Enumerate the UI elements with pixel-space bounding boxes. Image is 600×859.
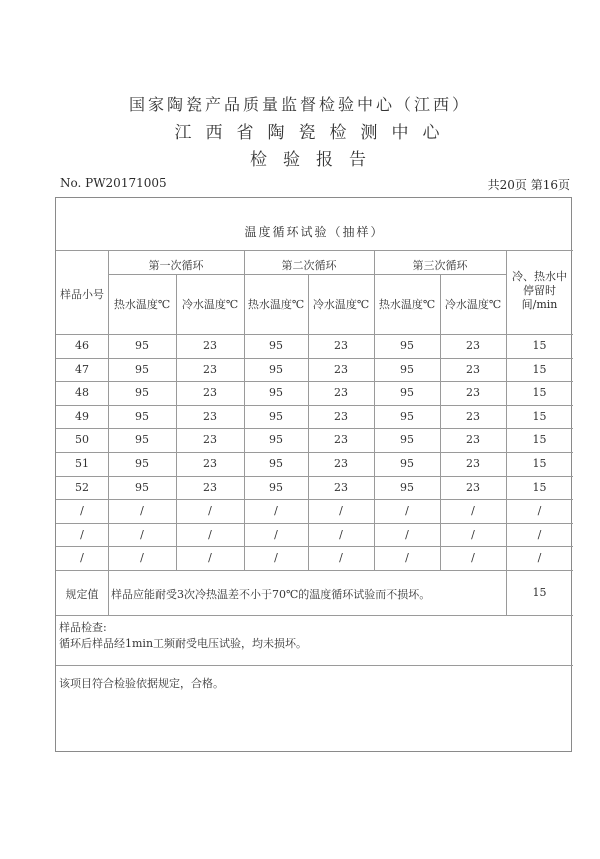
report-number: No. PW20171005 [60,176,167,190]
table-cell: 95 [269,339,283,352]
table-cell: 95 [400,457,414,470]
table-cell: 15 [532,457,547,470]
table-cell: / [471,504,475,518]
spec-bottom-line [56,615,573,616]
table-cell: 52 [75,480,89,494]
cycle-header-divider [108,274,506,275]
table-cell: 23 [466,339,480,352]
table-cell: 46 [75,339,89,352]
column-divider [506,250,507,570]
sample-no-header: 样品小号 [60,288,104,301]
column-divider [440,274,441,570]
table-cell: / [140,527,144,541]
header-line-1: 国家陶瓷产品质量监督检验中心（江西） [128,95,471,114]
table-cell: 23 [466,409,480,423]
table-cell: 95 [135,409,149,423]
table-cell: 15 [532,409,547,423]
table-cell: 15 [532,339,547,352]
table-cell: 95 [135,433,149,447]
cycle-header: 第一次循环 [148,259,204,272]
table-cell: 23 [334,433,348,447]
data-bottom-line [56,570,573,571]
table-cell: / [208,527,212,541]
table-cell: / [537,527,542,541]
table-cell: 51 [75,457,89,470]
table-cell: 15 [532,433,547,447]
spec-label: 规定值 [65,588,99,601]
table-cell: 95 [269,362,283,376]
table-cell: / [140,551,144,565]
spec-value: 15 [532,586,547,599]
table-cell: / [140,504,144,518]
table-cell: 95 [400,386,414,400]
table-cell: 23 [334,386,348,400]
page-info: 共20页 第16页 [487,178,570,192]
spec-divider [108,570,109,615]
inspection-label: 样品检查: [59,621,107,634]
header-line-2: 江西省陶瓷检测中心 [174,123,454,143]
table-cell: 23 [203,409,217,423]
table-cell: 95 [400,433,414,447]
column-divider [244,250,245,570]
table-cell: / [208,551,212,565]
row-divider [56,523,573,524]
table-cell: / [405,551,409,565]
table-cell: 23 [466,457,480,470]
table-cell: 50 [75,433,89,447]
inspection-bottom-line [56,665,573,666]
header-bottom-line [56,334,573,335]
table-cell: 95 [269,409,283,423]
table-cell: 23 [203,386,217,400]
table-cell: 23 [203,480,217,494]
table-cell: / [80,551,84,565]
table-cell: / [274,551,278,565]
cold-water-header: 冷水温度℃ [181,298,239,311]
table-cell: 23 [334,362,348,376]
table-cell: / [339,527,343,541]
column-divider [176,274,177,570]
table-cell: / [80,504,84,518]
table-cell: 95 [135,480,149,494]
table-cell: 95 [135,457,149,470]
hot-water-header: 热水温度℃ [113,298,171,311]
table-cell: 95 [400,362,414,376]
cycle-header: 第二次循环 [281,259,337,272]
table-cell: 95 [135,339,149,352]
row-divider [56,358,573,359]
column-divider [108,250,109,570]
table-cell: / [339,504,343,518]
spec-divider [506,570,507,615]
row-divider [56,476,573,477]
table-cell: 95 [400,339,414,352]
table-cell: 23 [334,409,348,423]
table-cell: 95 [400,480,414,494]
cycle-header: 第三次循环 [412,259,468,272]
header-line-3: 检验报告 [250,150,382,170]
table-cell: 23 [203,339,217,352]
column-divider [374,250,375,570]
table-title: 温度循环试验（抽样） [244,225,385,239]
table-cell: 95 [269,433,283,447]
title-divider [56,250,573,251]
table-cell: 95 [269,457,283,470]
table-cell: / [405,527,409,541]
table-cell: 23 [203,433,217,447]
table-cell: 95 [269,386,283,400]
table-cell: 23 [334,480,348,494]
table-cell: / [80,527,84,541]
table-cell: / [339,551,343,565]
table-cell: / [537,551,542,565]
table-cell: 23 [334,339,348,352]
table-cell: 23 [466,433,480,447]
table-cell: 49 [75,409,89,423]
row-divider [56,381,573,382]
table-cell: 95 [269,480,283,494]
cold-water-header: 冷水温度℃ [444,298,502,311]
column-divider [308,274,309,570]
row-divider [56,499,573,500]
table-cell: / [405,504,409,518]
dwell-time-header: 冷、热水中停留时间/min [512,270,567,311]
table-cell: 23 [466,386,480,400]
table-cell: / [274,527,278,541]
report-table [55,197,572,752]
table-cell: 15 [532,480,547,494]
table-cell: / [274,504,278,518]
inspection-text: 循环后样品经1min工频耐受电压试验，均未损坏。 [59,637,308,650]
table-cell: 15 [532,362,547,376]
table-cell: 95 [135,362,149,376]
table-cell: 23 [203,362,217,376]
conclusion-text: 该项目符合检验依据规定，合格。 [59,677,224,690]
table-cell: 95 [135,386,149,400]
row-divider [56,405,573,406]
hot-water-header: 热水温度℃ [247,298,305,311]
table-cell: / [537,504,542,518]
table-cell: / [471,551,475,565]
table-cell: 23 [203,457,217,470]
spec-text: 样品应能耐受3次冷热温差不小于70℃的温度循环试验而不损坏。 [111,588,431,601]
table-cell: 47 [75,362,89,376]
table-cell: 48 [75,386,89,400]
table-cell: / [208,504,212,518]
row-divider [56,452,573,453]
table-cell: 15 [532,386,547,400]
table-cell: 23 [466,362,480,376]
table-cell: 23 [334,457,348,470]
table-cell: 95 [400,409,414,423]
row-divider [56,546,573,547]
hot-water-header: 热水温度℃ [378,298,436,311]
cold-water-header: 冷水温度℃ [312,298,370,311]
table-cell: / [471,527,475,541]
table-cell: 23 [466,480,480,494]
row-divider [56,428,573,429]
